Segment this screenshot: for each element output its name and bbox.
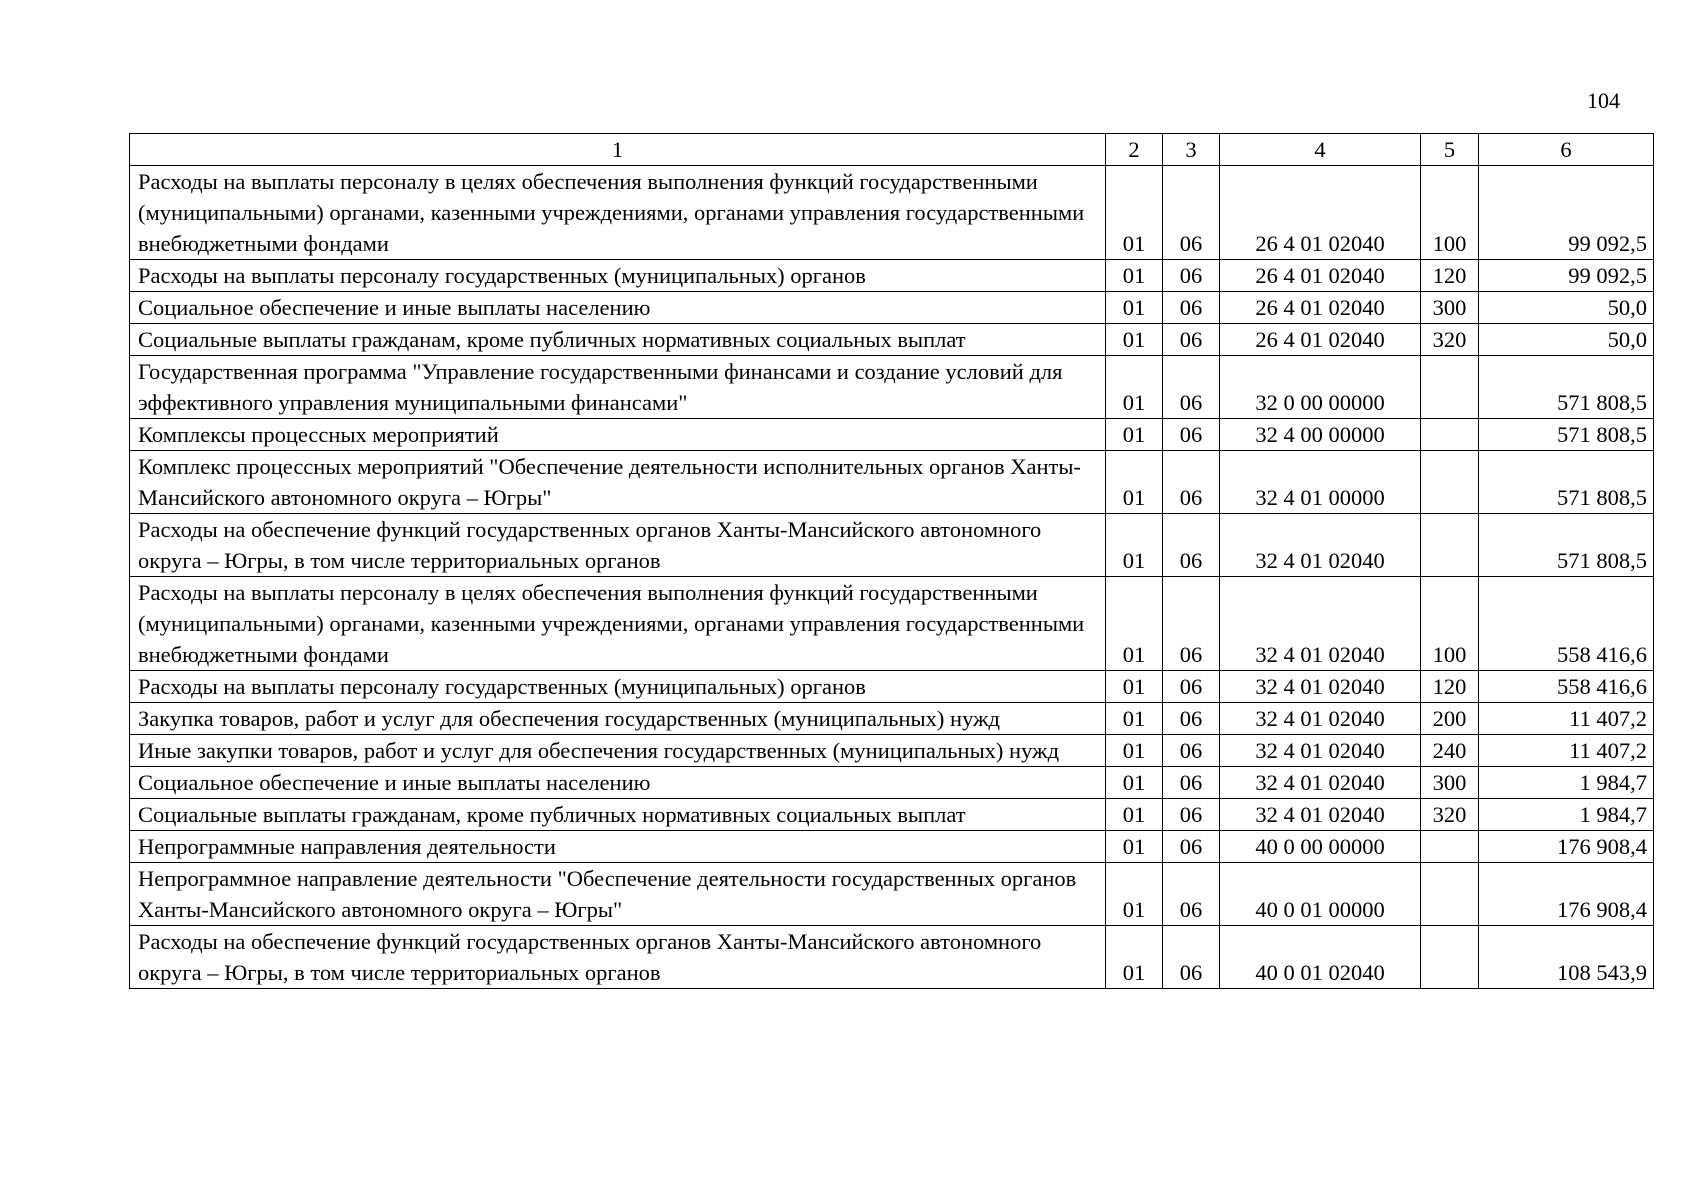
section-code-cell: 01 <box>1106 166 1163 260</box>
expense-type-cell: 120 <box>1421 671 1479 703</box>
expense-type-cell: 300 <box>1421 767 1479 799</box>
table-body <box>130 166 1654 989</box>
section-code-cell: 01 <box>1106 324 1163 356</box>
amount-cell: 571 808,5 <box>1479 419 1654 451</box>
expense-type-cell <box>1421 863 1479 926</box>
expense-type-cell: 100 <box>1421 577 1479 671</box>
subsection-code-cell: 06 <box>1163 419 1220 451</box>
target-article-cell: 32 4 01 02040 <box>1220 671 1421 703</box>
subsection-code-cell: 06 <box>1163 451 1220 514</box>
subsection-code-cell: 06 <box>1163 514 1220 577</box>
table-row <box>130 356 1654 419</box>
target-article-cell: 26 4 01 02040 <box>1220 166 1421 260</box>
section-code-cell: 01 <box>1106 926 1163 989</box>
subsection-code-cell: 06 <box>1163 166 1220 260</box>
expense-name-cell: Социальное обеспечение и иные выплаты населению <box>130 292 1106 324</box>
expense-name-cell: Непрограммное направление деятельности "Обеспечение деятельности государственных органов Ханты-Мансийского автономного округа – Югры" <box>130 863 1106 926</box>
table-row <box>130 799 1654 831</box>
expense-name-cell: Расходы на выплаты персоналу государственных (муниципальных) органов <box>130 671 1106 703</box>
table-row <box>130 831 1654 863</box>
expense-type-cell <box>1421 419 1479 451</box>
column-header-6: 6 <box>1479 134 1654 166</box>
section-code-cell: 01 <box>1106 703 1163 735</box>
target-article-cell: 26 4 01 02040 <box>1220 324 1421 356</box>
section-code-cell: 01 <box>1106 831 1163 863</box>
expense-type-cell <box>1421 451 1479 514</box>
expense-type-cell: 320 <box>1421 324 1479 356</box>
table-row <box>130 514 1654 577</box>
column-header-5: 5 <box>1421 134 1479 166</box>
expense-name-cell: Расходы на выплаты персоналу в целях обеспечения выполнения функций государственными (муниципальными) органами, казенными учреждениями, органами управления государственными внебюджетными фондами <box>130 166 1106 260</box>
table-row <box>130 292 1654 324</box>
target-article-cell: 32 4 01 02040 <box>1220 514 1421 577</box>
table-row <box>130 324 1654 356</box>
column-header-1: 1 <box>130 134 1106 166</box>
column-header-4: 4 <box>1220 134 1421 166</box>
expense-name-cell: Комплекс процессных мероприятий "Обеспечение деятельности исполнительных органов Ханты-Мансийского автономного округа – Югры" <box>130 451 1106 514</box>
section-code-cell: 01 <box>1106 767 1163 799</box>
section-code-cell: 01 <box>1106 260 1163 292</box>
expense-type-cell: 300 <box>1421 292 1479 324</box>
expense-name-cell: Закупка товаров, работ и услуг для обеспечения государственных (муниципальных) нужд <box>130 703 1106 735</box>
amount-cell: 99 092,5 <box>1479 260 1654 292</box>
subsection-code-cell: 06 <box>1163 799 1220 831</box>
subsection-code-cell: 06 <box>1163 926 1220 989</box>
section-code-cell: 01 <box>1106 735 1163 767</box>
section-code-cell: 01 <box>1106 451 1163 514</box>
target-article-cell: 32 4 01 02040 <box>1220 577 1421 671</box>
target-article-cell: 32 4 01 02040 <box>1220 703 1421 735</box>
expense-name-cell: Государственная программа "Управление государственными финансами и создание условий для эффективного управления муниципальными финансами" <box>130 356 1106 419</box>
header-row <box>130 134 1654 166</box>
column-header-3: 3 <box>1163 134 1220 166</box>
expense-name-cell: Расходы на выплаты персоналу государственных (муниципальных) органов <box>130 260 1106 292</box>
table-row <box>130 863 1654 926</box>
table-row <box>130 671 1654 703</box>
table-row <box>130 767 1654 799</box>
expense-type-cell <box>1421 356 1479 419</box>
section-code-cell: 01 <box>1106 514 1163 577</box>
expense-name-cell: Комплексы процессных мероприятий <box>130 419 1106 451</box>
expense-name-cell: Социальные выплаты гражданам, кроме публичных нормативных социальных выплат <box>130 799 1106 831</box>
target-article-cell: 32 0 00 00000 <box>1220 356 1421 419</box>
subsection-code-cell: 06 <box>1163 735 1220 767</box>
subsection-code-cell: 06 <box>1163 767 1220 799</box>
section-code-cell: 01 <box>1106 419 1163 451</box>
amount-cell: 571 808,5 <box>1479 451 1654 514</box>
expense-type-cell <box>1421 831 1479 863</box>
amount-cell: 558 416,6 <box>1479 671 1654 703</box>
table-row <box>130 451 1654 514</box>
expense-name-cell: Непрограммные направления деятельности <box>130 831 1106 863</box>
section-code-cell: 01 <box>1106 577 1163 671</box>
target-article-cell: 40 0 00 00000 <box>1220 831 1421 863</box>
table-row <box>130 735 1654 767</box>
table-row <box>130 166 1654 260</box>
subsection-code-cell: 06 <box>1163 831 1220 863</box>
expense-type-cell <box>1421 926 1479 989</box>
target-article-cell: 40 0 01 00000 <box>1220 863 1421 926</box>
subsection-code-cell: 06 <box>1163 577 1220 671</box>
subsection-code-cell: 06 <box>1163 356 1220 419</box>
target-article-cell: 32 4 01 02040 <box>1220 735 1421 767</box>
budget-table <box>129 133 1654 989</box>
amount-cell: 176 908,4 <box>1479 831 1654 863</box>
target-article-cell: 32 4 01 02040 <box>1220 799 1421 831</box>
table-row <box>130 703 1654 735</box>
amount-cell: 99 092,5 <box>1479 166 1654 260</box>
amount-cell: 571 808,5 <box>1479 356 1654 419</box>
expense-type-cell <box>1421 514 1479 577</box>
table-row <box>130 260 1654 292</box>
target-article-cell: 32 4 01 02040 <box>1220 767 1421 799</box>
target-article-cell: 40 0 01 02040 <box>1220 926 1421 989</box>
subsection-code-cell: 06 <box>1163 703 1220 735</box>
expense-type-cell: 320 <box>1421 799 1479 831</box>
expense-name-cell: Расходы на обеспечение функций государственных органов Ханты-Мансийского автономного округа – Югры, в том числе территориальных органов <box>130 926 1106 989</box>
column-header-2: 2 <box>1106 134 1163 166</box>
subsection-code-cell: 06 <box>1163 863 1220 926</box>
amount-cell: 11 407,2 <box>1479 703 1654 735</box>
expense-name-cell: Социальные выплаты гражданам, кроме публичных нормативных социальных выплат <box>130 324 1106 356</box>
section-code-cell: 01 <box>1106 799 1163 831</box>
target-article-cell: 32 4 00 00000 <box>1220 419 1421 451</box>
expense-type-cell: 100 <box>1421 166 1479 260</box>
expense-name-cell: Социальное обеспечение и иные выплаты населению <box>130 767 1106 799</box>
target-article-cell: 26 4 01 02040 <box>1220 292 1421 324</box>
page-number: 104 <box>1587 88 1620 113</box>
subsection-code-cell: 06 <box>1163 260 1220 292</box>
section-code-cell: 01 <box>1106 356 1163 419</box>
subsection-code-cell: 06 <box>1163 324 1220 356</box>
expense-name-cell: Иные закупки товаров, работ и услуг для обеспечения государственных (муниципальных) нужд <box>130 735 1106 767</box>
amount-cell: 108 543,9 <box>1479 926 1654 989</box>
expense-name-cell: Расходы на обеспечение функций государственных органов Ханты-Мансийского автономного округа – Югры, в том числе территориальных органов <box>130 514 1106 577</box>
amount-cell: 1 984,7 <box>1479 799 1654 831</box>
amount-cell: 571 808,5 <box>1479 514 1654 577</box>
subsection-code-cell: 06 <box>1163 292 1220 324</box>
subsection-code-cell: 06 <box>1163 671 1220 703</box>
section-code-cell: 01 <box>1106 863 1163 926</box>
amount-cell: 176 908,4 <box>1479 863 1654 926</box>
amount-cell: 1 984,7 <box>1479 767 1654 799</box>
expense-type-cell: 200 <box>1421 703 1479 735</box>
expense-type-cell: 120 <box>1421 260 1479 292</box>
expense-type-cell: 240 <box>1421 735 1479 767</box>
section-code-cell: 01 <box>1106 292 1163 324</box>
expense-name-cell: Расходы на выплаты персоналу в целях обеспечения выполнения функций государственными (муниципальными) органами, казенными учреждениями, органами управления государственными внебюджетными фондами <box>130 577 1106 671</box>
section-code-cell: 01 <box>1106 671 1163 703</box>
amount-cell: 50,0 <box>1479 292 1654 324</box>
amount-cell: 11 407,2 <box>1479 735 1654 767</box>
target-article-cell: 26 4 01 02040 <box>1220 260 1421 292</box>
amount-cell: 50,0 <box>1479 324 1654 356</box>
table-row <box>130 577 1654 671</box>
table-row <box>130 926 1654 989</box>
table-row <box>130 419 1654 451</box>
amount-cell: 558 416,6 <box>1479 577 1654 671</box>
target-article-cell: 32 4 01 00000 <box>1220 451 1421 514</box>
